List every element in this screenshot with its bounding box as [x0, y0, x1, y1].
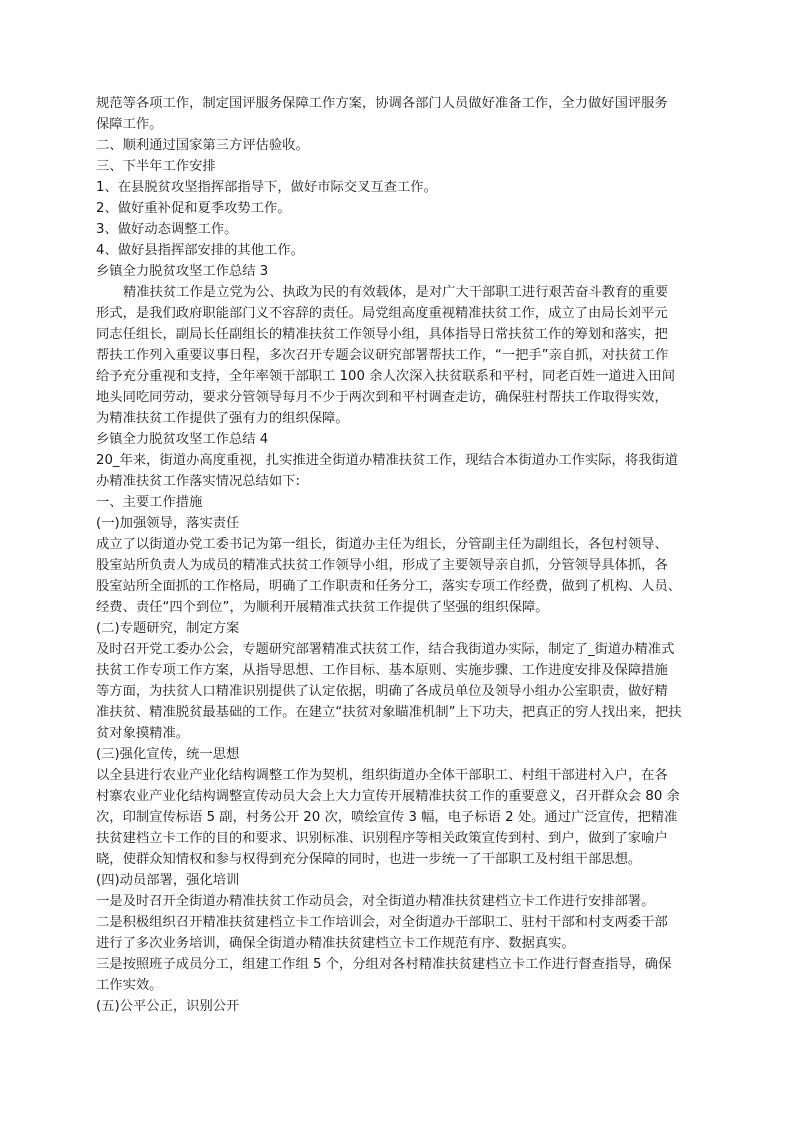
text-line: 村寨农业产业化结构调整宣传动员大会上大力宣传开展精准扶贫工作的重要意义，召开群众会 80 余	[96, 789, 680, 804]
text-line: 20_年来，街道办高度重视，扎实推进全街道办精准扶贫工作，现结合本街道办工作实际，将我街道	[96, 453, 679, 468]
section-heading: 二、顺利通过国家第三方评估验收。	[96, 138, 309, 153]
list-item: 1、在县脱贫攻坚指挥部指导下，做好市际交叉互查工作。	[96, 180, 437, 195]
text-line: 进行了多次业务培训，确保全街道办精准扶贫建档立卡工作规范有序、数据真实。	[96, 936, 575, 951]
text-line: 给予充分重视和支持，全年率领干部职工 100 余人次深入扶贫联系和平村，同老百姓一道进入田间	[96, 369, 676, 384]
text-line: 及时召开党工委办公会，专题研究部署精准式扶贫工作，结合我街道办实际，制定了_街道办精准式	[96, 642, 675, 657]
subsection-heading: (一)加强领导，落实责任	[96, 516, 240, 531]
text-line: 股室站所负责人为成员的精准式扶贫工作领导小组，形成了主要领导亲自抓，分管领导具体抓，各	[96, 558, 668, 573]
text-line: 一是及时召开全街道办精准扶贫工作动员会，对全街道办精准扶贫建档立卡工作进行安排部署。	[96, 894, 655, 909]
text-line: 三是按照班子成员分工，组建工作组 5 个，分组对各村精准扶贫建档立卡工作进行督查指导，确保	[96, 957, 672, 972]
text-line: 为精准扶贫工作提供了强有力的组织保障。	[96, 411, 349, 426]
text-line: 扶贫建档立卡工作的目的和要求、识别标准、识别程序等相关政策宣传到村、到户，做到了家喻户	[96, 831, 668, 846]
text-line: 工作实效。	[96, 978, 163, 993]
text-line: 晓，使群众知情权和参与权得到充分保障的同时，也进一步统一了干部职工及村组干部思想。	[96, 852, 642, 867]
subsection-heading: (三)强化宣传，统一思想	[96, 747, 240, 762]
text-line: 形式，是我们政府职能部门义不容辞的责任。局党组高度重视精准扶贫工作，成立了由局长刘平元	[96, 306, 668, 321]
article-title: 乡镇全力脱贫攻坚工作总结 4	[96, 432, 269, 447]
text-line: 规范等各项工作，制定国评服务保障工作方案，协调各部门人员做好准备工作，全力做好国评服务	[96, 96, 668, 111]
text-line: 保障工作。	[96, 117, 163, 132]
text-line: 精准扶贫工作是立党为公、执政为民的有效载体，是对广大干部职工进行艰苦奋斗教育的重要	[123, 285, 669, 300]
list-item: 2、做好重补促和夏季攻势工作。	[96, 201, 291, 216]
text-line: 次，印制宣传标语 5 副，村务公开 20 次，喷绘宣传 3 幅，电子标语 2 处。通过广泛宣传，把精准	[96, 810, 678, 825]
subsection-heading: (四)动员部署，强化培训	[96, 873, 240, 888]
text-line: 成立了以街道办党工委书记为第一组长，街道办主任为组长，分管副主任为副组长，各包村领导、	[96, 537, 668, 552]
text-line: 帮扶工作列入重要议事日程，多次召开专题会议研究部署帮扶工作，“一把手”亲自抓，对扶贫工作	[96, 348, 669, 363]
text-line: 经费、责任“四个到位”，为顺利开展精准式扶贫工作提供了坚强的组织保障。	[96, 600, 549, 615]
section-heading: 一、主要工作措施	[96, 495, 203, 510]
text-line: 等方面，为扶贫人口精准识别提供了认定依据，明确了各成员单位及领导小组办公室职责，做好精	[96, 684, 668, 699]
text-line: 地头同吃同劳动，要求分管领导每月不少于两次到和平村调查走访，确保驻村帮扶工作取得实效，	[96, 390, 668, 405]
article-title: 乡镇全力脱贫攻坚工作总结 3	[96, 264, 269, 279]
text-line: 办精准扶贫工作落实情况总结如下:	[96, 474, 300, 489]
text-line: 同志任组长，副局长任副组长的精准扶贫工作领导小组，具体指导日常扶贫工作的筹划和落实，把	[96, 327, 668, 342]
list-item: 4、做好县指挥部安排的其他工作。	[96, 243, 304, 258]
section-heading: 三、下半年工作安排	[96, 159, 216, 174]
subsection-heading: (二)专题研究，制定方案	[96, 621, 240, 636]
text-line: 二是积极组织召开精准扶贫建档立卡工作培训会，对全街道办干部职工、驻村干部和村支两委干部	[96, 915, 668, 930]
text-line: 扶贫工作专项工作方案，从指导思想、工作目标、基本原则、实施步骤、工作进度安排及保障措施	[96, 663, 668, 678]
text-line: 准扶贫、精准脱贫最基础的工作。在建立“扶贫对象瞄准机制”上下功夫，把真正的穷人找出来，把扶	[96, 705, 682, 720]
list-item: 3、做好动态调整工作。	[96, 222, 238, 237]
text-line: 以全县进行农业产业化结构调整工作为契机，组织街道办全体干部职工、村组干部进村入户，在各	[96, 768, 668, 783]
subsection-heading: (五)公平公正，识别公开	[96, 999, 240, 1014]
text-line: 贫对象摸精准。	[96, 726, 190, 741]
text-line: 股室站所全面抓的工作格局，明确了工作职责和任务分工，落实专项工作经费，做到了机构、人员、	[96, 579, 682, 594]
